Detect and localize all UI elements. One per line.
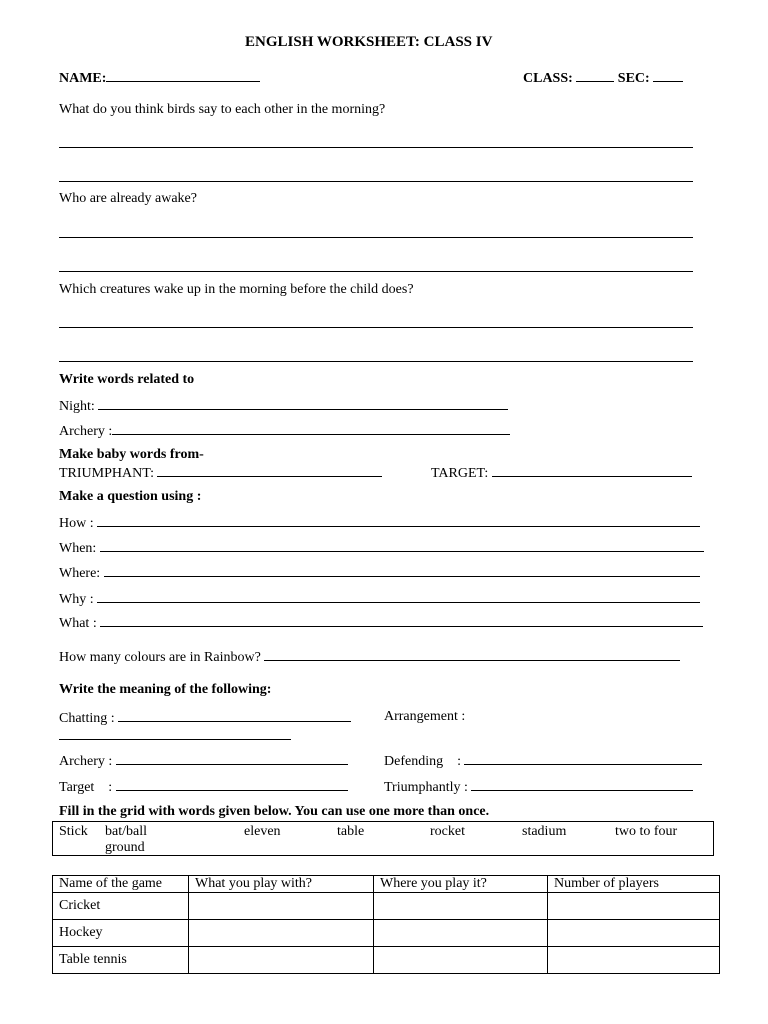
- answer-line[interactable]: [59, 327, 693, 328]
- word-item: ground: [105, 840, 145, 855]
- word-item: eleven: [244, 824, 281, 839]
- class-blank[interactable]: [576, 69, 614, 82]
- meaning-target[interactable]: [59, 778, 348, 796]
- rainbow-blank[interactable]: [264, 648, 680, 661]
- sec-blank[interactable]: [653, 69, 683, 82]
- related-blank[interactable]: [112, 422, 510, 435]
- meanings-heading: Write the meaning of the following:: [59, 682, 272, 697]
- answer-line[interactable]: [59, 147, 693, 148]
- question-word-label: Why :: [59, 592, 94, 607]
- table-cell[interactable]: [374, 947, 548, 974]
- class-sec-field[interactable]: [523, 69, 683, 87]
- meaning-blank[interactable]: [116, 778, 348, 791]
- word-item: Stick: [59, 824, 88, 839]
- related-label: Night:: [59, 399, 95, 414]
- related-label: Archery :: [59, 424, 113, 439]
- meaning-label: Triumphantly :: [384, 780, 468, 795]
- meaning-label: Archery :: [59, 754, 113, 769]
- table-row: [53, 920, 720, 947]
- answer-line[interactable]: [59, 237, 693, 238]
- game-name: Table tennis: [53, 947, 189, 974]
- name-blank[interactable]: [106, 69, 260, 82]
- word-item: stadium: [522, 824, 567, 839]
- word-item: two to four: [615, 824, 678, 839]
- column-header: Where you play it?: [374, 876, 548, 893]
- name-field[interactable]: [59, 69, 260, 87]
- table-header-row: [53, 876, 720, 893]
- answer-line[interactable]: [59, 361, 693, 362]
- related-heading: Write words related to: [59, 372, 195, 387]
- meaning-blank[interactable]: [464, 752, 702, 765]
- meaning-label: Target :: [59, 780, 113, 795]
- baby-words-label: TARGET:: [431, 466, 489, 481]
- page-title: ENGLISH WORKSHEET: CLASS IV: [245, 34, 493, 50]
- question-3: Which creatures wake up in the morning before the child does?: [59, 282, 414, 297]
- related-archery[interactable]: [59, 422, 510, 440]
- meaning-arrangement-label: Arrangement :: [384, 709, 466, 724]
- baby-words-blank[interactable]: [157, 464, 382, 477]
- question-word-why[interactable]: [59, 590, 700, 608]
- question-2: Who are already awake?: [59, 191, 197, 206]
- column-header: Number of players: [548, 876, 720, 893]
- rainbow-label: How many colours are in Rainbow?: [59, 650, 261, 665]
- baby-words-blank[interactable]: [492, 464, 692, 477]
- word-bank: [52, 821, 714, 856]
- table-cell[interactable]: [374, 920, 548, 947]
- column-header: What you play with?: [189, 876, 374, 893]
- meaning-arrangement-blank[interactable]: [59, 739, 291, 740]
- question-word-blank[interactable]: [104, 564, 700, 577]
- baby-words-target[interactable]: [431, 464, 692, 482]
- table-cell[interactable]: [189, 893, 374, 920]
- answer-line[interactable]: [59, 181, 693, 182]
- question-word-label: What :: [59, 616, 97, 631]
- grid-heading: Fill in the grid with words given below. You can use one more than once.: [59, 804, 490, 819]
- question-word-what[interactable]: [59, 614, 703, 632]
- question-word-label: When:: [59, 541, 97, 556]
- column-header: Name of the game: [53, 876, 189, 893]
- question-word-when[interactable]: [59, 539, 704, 557]
- question-1: What do you think birds say to each other in the morning?: [59, 102, 386, 117]
- table-cell[interactable]: [548, 893, 720, 920]
- related-blank[interactable]: [98, 397, 508, 410]
- make-question-heading: Make a question using :: [59, 489, 202, 504]
- baby-words-heading: Make baby words from-: [59, 447, 204, 462]
- word-item: bat/ball: [105, 824, 147, 839]
- meaning-blank[interactable]: [118, 709, 351, 722]
- meaning-label: Defending :: [384, 754, 461, 769]
- related-night[interactable]: [59, 397, 508, 415]
- question-word-blank[interactable]: [100, 614, 703, 627]
- question-word-label: How :: [59, 516, 94, 531]
- name-label: NAME:: [59, 71, 107, 86]
- game-name: Cricket: [53, 893, 189, 920]
- games-table: [52, 875, 720, 974]
- meaning-triumphantly[interactable]: [384, 778, 693, 796]
- baby-words-triumphant[interactable]: [59, 464, 382, 482]
- rainbow-question[interactable]: [59, 648, 680, 666]
- question-word-label: Where:: [59, 566, 101, 581]
- meaning-chatting[interactable]: [59, 709, 351, 727]
- meaning-blank[interactable]: [116, 752, 348, 765]
- question-word-blank[interactable]: [97, 514, 700, 527]
- question-word-how[interactable]: [59, 514, 700, 532]
- answer-line[interactable]: [59, 271, 693, 272]
- table-cell[interactable]: [548, 920, 720, 947]
- meaning-blank[interactable]: [471, 778, 693, 791]
- table-row: [53, 893, 720, 920]
- table-cell[interactable]: [548, 947, 720, 974]
- baby-words-label: TRIUMPHANT:: [59, 466, 154, 481]
- meaning-archery[interactable]: [59, 752, 348, 770]
- table-row: [53, 947, 720, 974]
- word-item: table: [337, 824, 365, 839]
- question-word-where[interactable]: [59, 564, 700, 582]
- table-cell[interactable]: [189, 920, 374, 947]
- meaning-defending[interactable]: [384, 752, 702, 770]
- question-word-blank[interactable]: [97, 590, 700, 603]
- meaning-label: Chatting :: [59, 711, 115, 726]
- game-name: Hockey: [53, 920, 189, 947]
- question-word-blank[interactable]: [100, 539, 704, 552]
- class-label: CLASS:: [523, 71, 573, 86]
- word-item: rocket: [430, 824, 465, 839]
- table-cell[interactable]: [374, 893, 548, 920]
- table-cell[interactable]: [189, 947, 374, 974]
- sec-label: SEC:: [617, 71, 650, 86]
